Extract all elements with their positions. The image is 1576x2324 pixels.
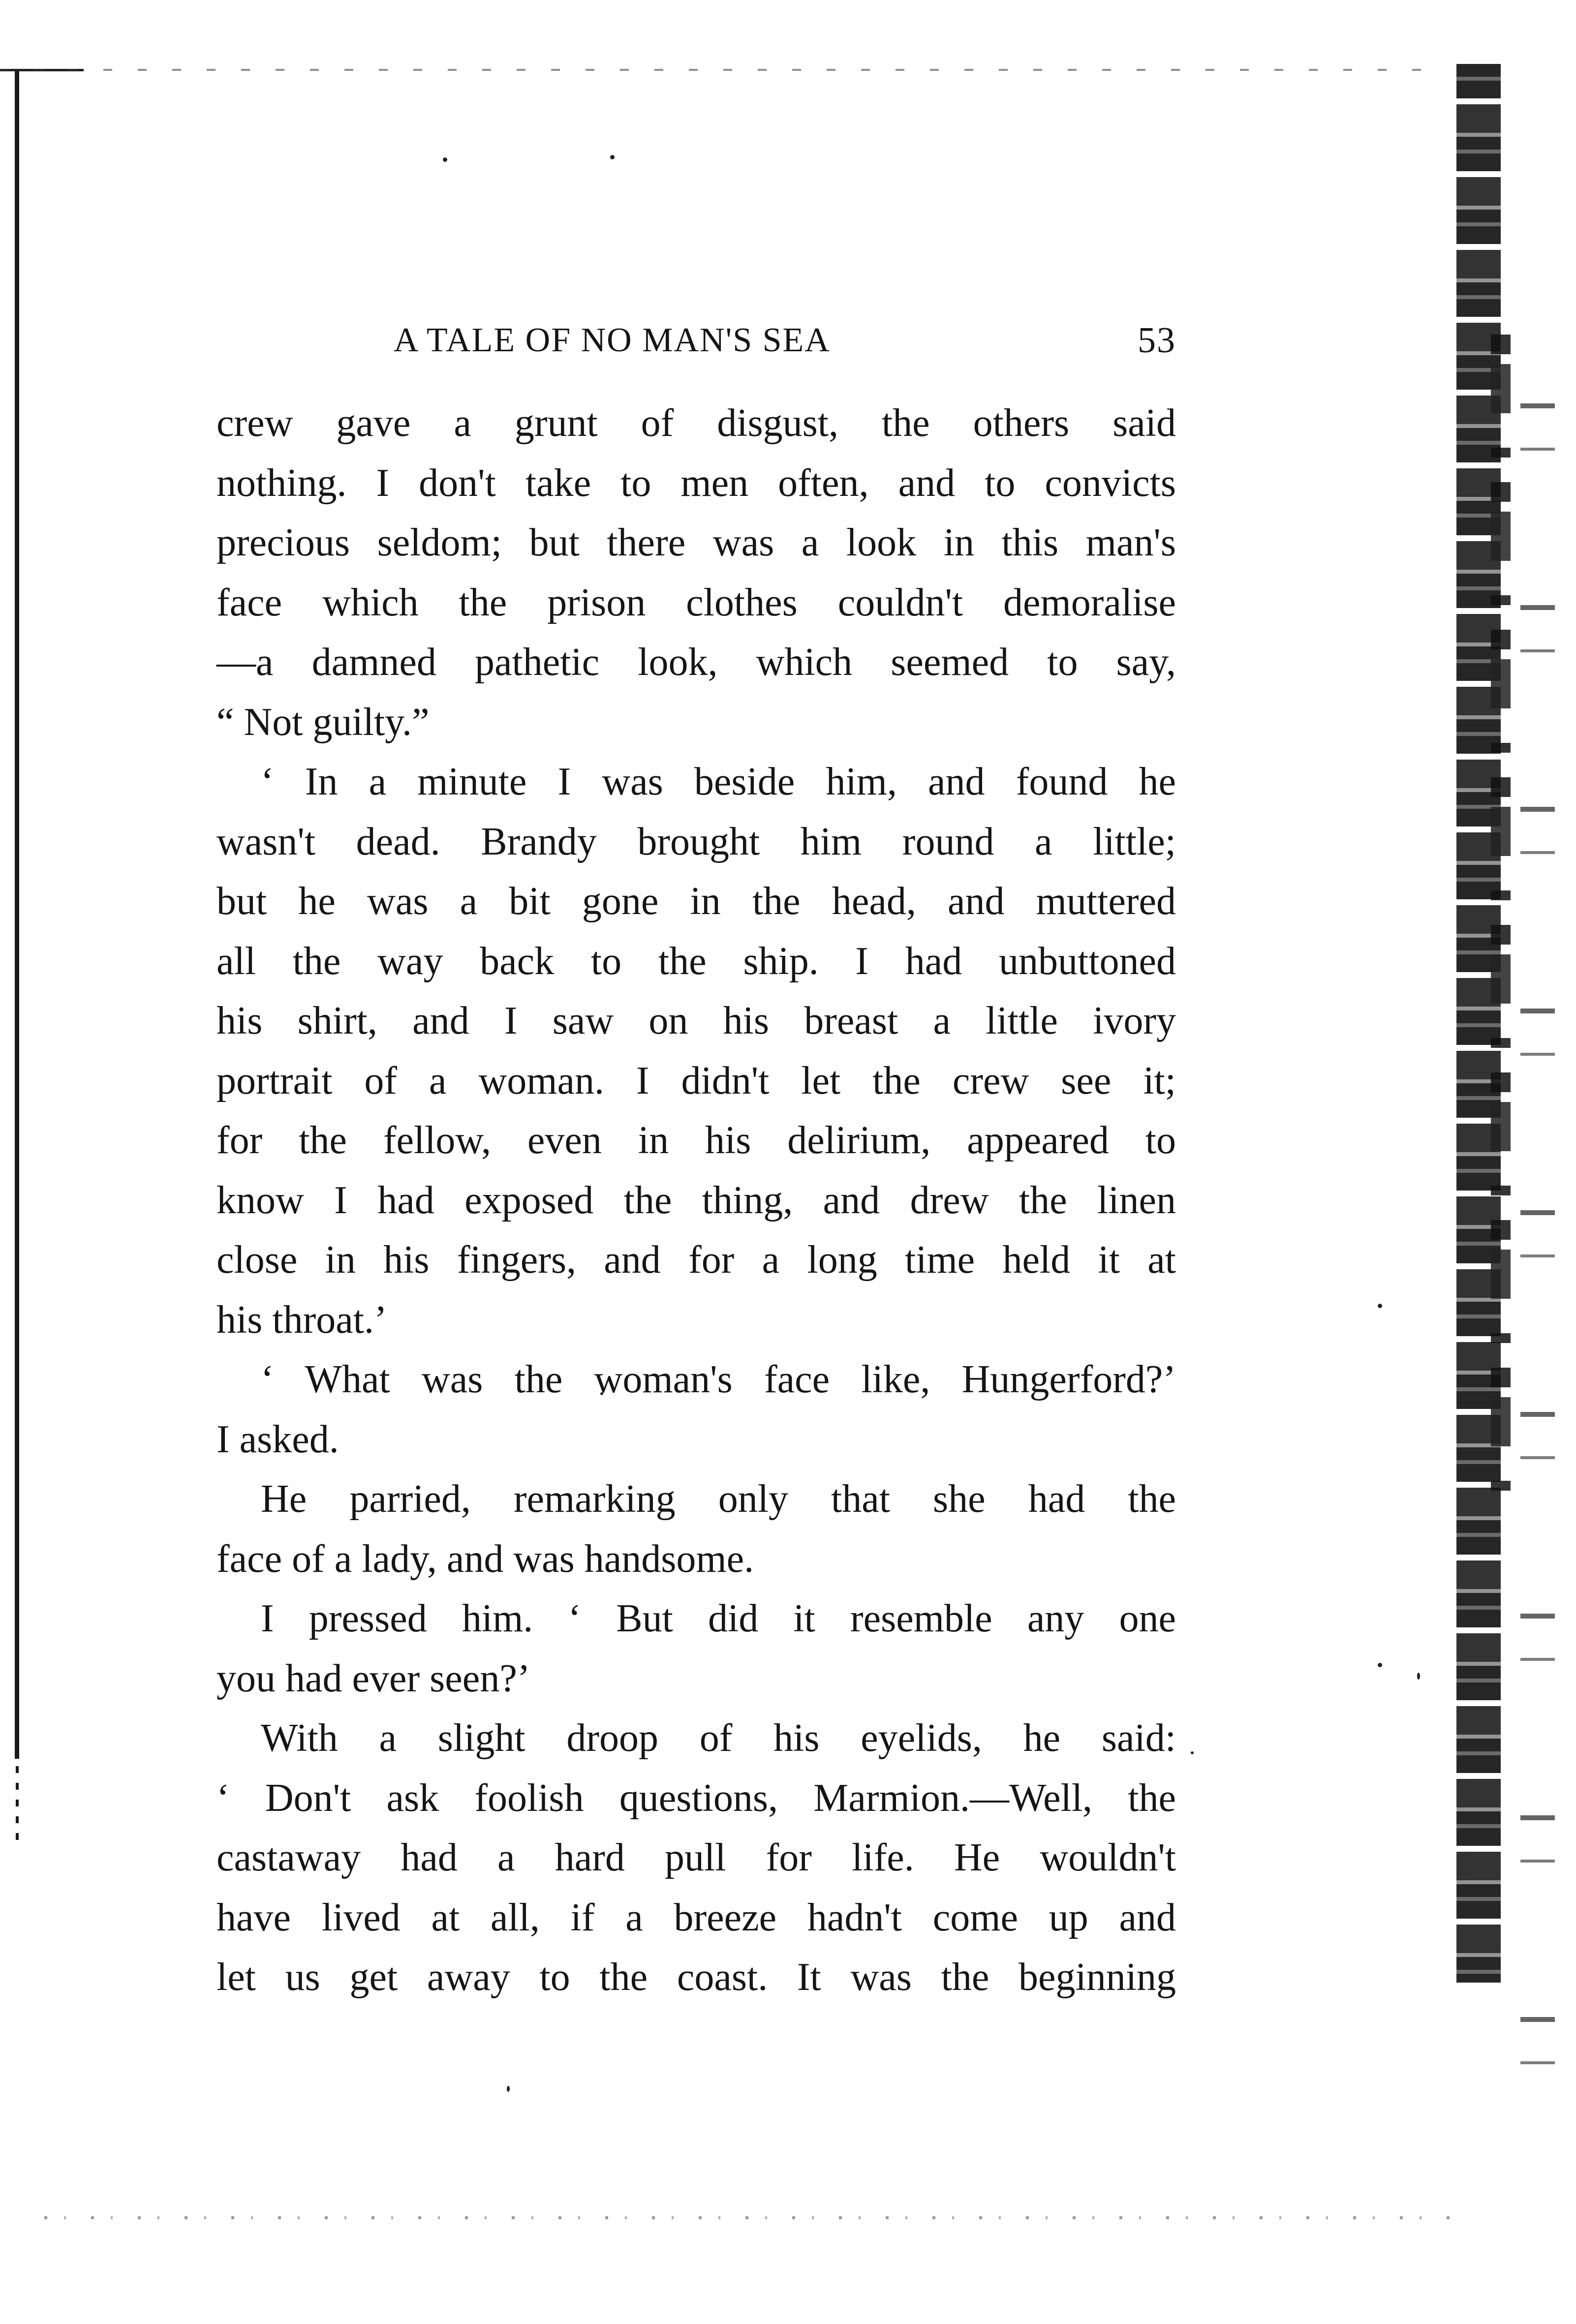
text-line: portrait of a woman. I didn't let the crew see it; — [216, 1059, 1176, 1102]
text-line: close in his fingers, and for a long time held it at — [216, 1238, 1176, 1282]
scan-edge-top-dashes — [0, 69, 1442, 71]
paragraph — [216, 1589, 1176, 1709]
running-header — [216, 318, 1176, 363]
text-line: ‘ What was the woman's face like, Hungerford?’ — [261, 1358, 1176, 1401]
paragraph — [216, 394, 1176, 752]
text-line: —a damned pathetic look, which seemed to say, — [216, 641, 1176, 684]
body-text — [216, 394, 1176, 2008]
text-line: for the fellow, even in his delirium, appeared to — [216, 1119, 1176, 1162]
text-line: know I had exposed the thing, and drew the linen — [216, 1178, 1176, 1222]
text-line: nothing. I don't take to men often, and to convicts — [216, 461, 1176, 505]
text-line: let us get away to the coast. It was the beginning — [216, 1956, 1176, 1999]
text-line: but he was a bit gone in the head, and muttered — [216, 880, 1176, 923]
scan-speck — [1417, 1673, 1420, 1680]
text-line: precious seldom; but there was a look in this man's — [216, 521, 1176, 564]
text-line: crew gave a grunt of disgust, the others said — [216, 401, 1176, 445]
scan-speck — [610, 155, 615, 159]
scan-edge-left — [15, 71, 19, 1759]
paragraph — [216, 1469, 1176, 1589]
text-line: castaway had a hard pull for life. He wouldn't — [216, 1836, 1176, 1879]
binding-gutter-marks — [1491, 335, 1511, 1505]
text-line: “ Not guilty.” — [216, 700, 430, 744]
paragraph — [216, 1709, 1176, 2008]
text-line: I asked. — [216, 1417, 339, 1461]
text-line: face of a lady, and was handsome. — [216, 1537, 754, 1581]
text-line: you had ever seen?’ — [216, 1656, 530, 1700]
scan-speck — [507, 2086, 510, 2092]
text-line: all the way back to the ship. I had unbuttoned — [216, 939, 1176, 983]
scan-speck — [1378, 1304, 1382, 1308]
text-line: I pressed him. ‘ But did it resemble any one — [261, 1597, 1176, 1640]
paragraph — [216, 1350, 1176, 1469]
page-number: 53 — [1138, 320, 1176, 361]
text-line: face which the prison clothes couldn't demoralise — [216, 581, 1176, 624]
scan-edge-left-dashes — [16, 1766, 19, 1840]
binding-gutter-ticks — [1520, 335, 1555, 2081]
text-line: his throat.’ — [216, 1298, 387, 1342]
text-line: his shirt, and I saw on his breast a little ivory — [216, 999, 1176, 1042]
text-line: ‘ In a minute I was beside him, and found he — [261, 760, 1176, 803]
paragraph — [216, 752, 1176, 1350]
running-title: A TALE OF NO MAN'S SEA — [394, 321, 831, 359]
text-line: With a slight droop of his eyelids, he said: — [261, 1716, 1176, 1760]
scan-speck — [1378, 1663, 1382, 1667]
text-line: ‘ Don't ask foolish questions, Marmion.—Well, the — [216, 1776, 1176, 1820]
scan-edge-bottom — [44, 2216, 1461, 2219]
text-line: have lived at all, if a breeze hadn't come up and — [216, 1896, 1176, 1939]
scan-speck — [443, 157, 447, 162]
scan-speck — [1191, 1751, 1194, 1754]
text-line: He parried, remarking only that she had the — [261, 1477, 1176, 1521]
text-line: wasn't dead. Brandy brought him round a little; — [216, 820, 1176, 863]
